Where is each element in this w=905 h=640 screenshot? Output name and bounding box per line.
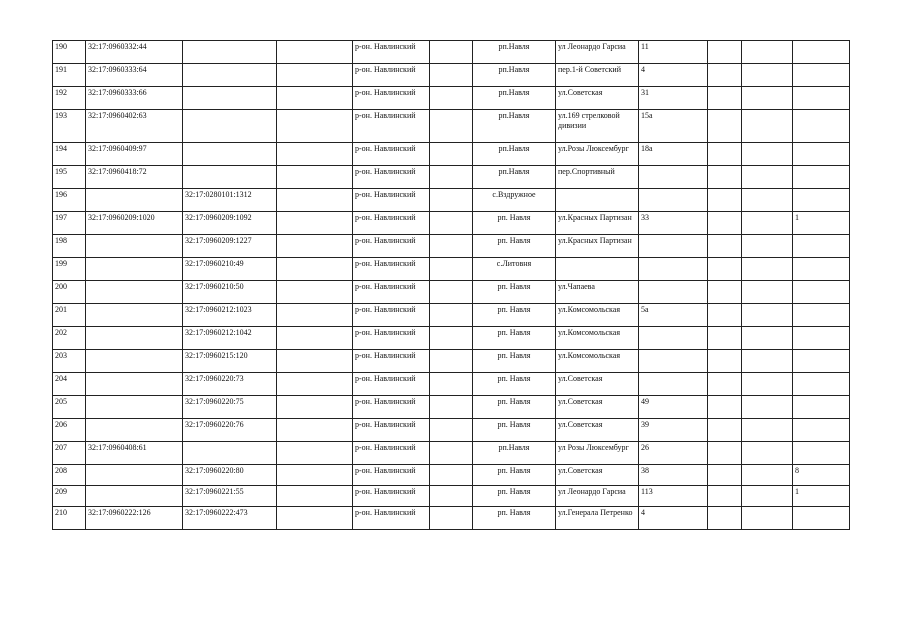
cell-settlement: рп.Навля [473, 64, 556, 87]
cell-district: р-он. Навлинский [353, 189, 430, 212]
cell-extra-2 [742, 396, 793, 419]
cell-cadastral-no-2: 32:17:0960210:50 [183, 281, 277, 304]
cell-district: р-он. Навлинский [353, 327, 430, 350]
cell-extra-2 [742, 258, 793, 281]
cell-extra-1 [708, 373, 742, 396]
cell-cadastral-no: 32:17:0960332:44 [86, 41, 183, 64]
cell-cadastral-no-2: 32:17:0960220:75 [183, 396, 277, 419]
cell-row-no: 191 [53, 64, 86, 87]
cell-house: 33 [639, 212, 708, 235]
cell-extra-2 [742, 166, 793, 189]
cell-district: р-он. Навлинский [353, 110, 430, 143]
cell-house [639, 166, 708, 189]
cell-settlement: рп. Навля [473, 419, 556, 442]
cell-street: пер.Спортивный [556, 166, 639, 189]
table-row [53, 110, 850, 143]
cell-extra-1 [708, 143, 742, 166]
cell-extra-2 [742, 189, 793, 212]
cell-house: 18а [639, 143, 708, 166]
cell-extra-2 [742, 350, 793, 373]
cell-blank-1 [277, 507, 353, 530]
cell-street: ул.Красных Партизан [556, 212, 639, 235]
cell-cadastral-no-2: 32:17:0960209:1092 [183, 212, 277, 235]
cell-district: р-он. Навлинский [353, 465, 430, 486]
cell-extra-3 [793, 258, 850, 281]
cell-cadastral-no [86, 258, 183, 281]
cell-street: ул.Советская [556, 373, 639, 396]
cell-blank-1 [277, 212, 353, 235]
cell-row-no: 210 [53, 507, 86, 530]
cell-extra-2 [742, 304, 793, 327]
cell-extra-2 [742, 486, 793, 507]
cell-settlement: рп. Навля [473, 350, 556, 373]
cell-extra-2 [742, 373, 793, 396]
cell-cadastral-no-2: 32:17:0960220:73 [183, 373, 277, 396]
cell-street: ул.Советская [556, 419, 639, 442]
table-row [53, 486, 850, 507]
cell-blank-2 [430, 419, 473, 442]
cell-settlement: рп. Навля [473, 281, 556, 304]
cell-settlement: рп. Навля [473, 486, 556, 507]
cell-extra-1 [708, 350, 742, 373]
cell-blank-1 [277, 465, 353, 486]
cell-blank-1 [277, 486, 353, 507]
cell-cadastral-no-2 [183, 442, 277, 465]
cell-extra-1 [708, 110, 742, 143]
table-row [53, 64, 850, 87]
cell-extra-1 [708, 64, 742, 87]
cell-street: ул Леонардо Гарсиа [556, 486, 639, 507]
cell-blank-1 [277, 41, 353, 64]
cell-cadastral-no-2: 32:17:0960209:1227 [183, 235, 277, 258]
table-row [53, 350, 850, 373]
cell-extra-3 [793, 327, 850, 350]
cell-settlement: рп. Навля [473, 396, 556, 419]
cell-extra-2 [742, 507, 793, 530]
cell-street: ул.Советская [556, 87, 639, 110]
cell-district: р-он. Навлинский [353, 507, 430, 530]
table-row [53, 87, 850, 110]
cell-extra-3 [793, 143, 850, 166]
cell-cadastral-no: 32:17:0960409:97 [86, 143, 183, 166]
cell-cadastral-no-2: 32:17:0960212:1042 [183, 327, 277, 350]
cell-blank-2 [430, 87, 473, 110]
cell-extra-1 [708, 396, 742, 419]
cell-blank-1 [277, 64, 353, 87]
cell-extra-2 [742, 419, 793, 442]
land-registry-table [52, 40, 850, 530]
cell-district: р-он. Навлинский [353, 281, 430, 304]
cell-extra-2 [742, 212, 793, 235]
cell-settlement: с.Вздружное [473, 189, 556, 212]
cell-row-no: 203 [53, 350, 86, 373]
table-row [53, 212, 850, 235]
cell-blank-1 [277, 87, 353, 110]
cell-house: 31 [639, 87, 708, 110]
cell-cadastral-no: 32:17:0960402:63 [86, 110, 183, 143]
cell-street: ул.Красных Партизан [556, 235, 639, 258]
cell-blank-2 [430, 442, 473, 465]
cell-cadastral-no [86, 465, 183, 486]
cell-house: 26 [639, 442, 708, 465]
cell-cadastral-no: 32:17:0960418:72 [86, 166, 183, 189]
cell-cadastral-no [86, 235, 183, 258]
cell-district: р-он. Навлинский [353, 373, 430, 396]
cell-street: ул.Комсомольская [556, 327, 639, 350]
cell-house: 113 [639, 486, 708, 507]
cell-settlement: рп.Навля [473, 110, 556, 143]
cell-blank-1 [277, 419, 353, 442]
cell-blank-2 [430, 396, 473, 419]
cell-house: 4 [639, 64, 708, 87]
cell-street: ул.Чапаева [556, 281, 639, 304]
table-row [53, 396, 850, 419]
cell-street: ул.Советская [556, 396, 639, 419]
cell-row-no: 206 [53, 419, 86, 442]
cell-extra-2 [742, 281, 793, 304]
cell-blank-1 [277, 350, 353, 373]
cell-row-no: 190 [53, 41, 86, 64]
cell-row-no: 192 [53, 87, 86, 110]
cell-cadastral-no-2 [183, 64, 277, 87]
cell-extra-3 [793, 110, 850, 143]
cell-blank-1 [277, 166, 353, 189]
cell-house [639, 350, 708, 373]
cell-extra-1 [708, 87, 742, 110]
cell-cadastral-no [86, 281, 183, 304]
cell-blank-2 [430, 350, 473, 373]
table-row [53, 235, 850, 258]
cell-cadastral-no-2 [183, 87, 277, 110]
cell-settlement: рп. Навля [473, 235, 556, 258]
cell-house: 39 [639, 419, 708, 442]
cell-blank-2 [430, 304, 473, 327]
cell-blank-2 [430, 327, 473, 350]
cell-extra-1 [708, 258, 742, 281]
cell-blank-2 [430, 110, 473, 143]
cell-settlement: рп. Навля [473, 212, 556, 235]
cell-extra-1 [708, 507, 742, 530]
cell-settlement: с.Литовня [473, 258, 556, 281]
cell-house: 15а [639, 110, 708, 143]
cell-extra-3 [793, 64, 850, 87]
cell-blank-1 [277, 304, 353, 327]
cell-extra-1 [708, 304, 742, 327]
cell-row-no: 194 [53, 143, 86, 166]
cell-settlement: рп. Навля [473, 373, 556, 396]
cell-street: ул Леонардо Гарсиа [556, 41, 639, 64]
cell-cadastral-no: 32:17:0960408:61 [86, 442, 183, 465]
cell-cadastral-no [86, 304, 183, 327]
cell-extra-3 [793, 507, 850, 530]
cell-street: ул.169 стрелковой дивизии [556, 110, 639, 143]
cell-extra-1 [708, 442, 742, 465]
cell-cadastral-no: 32:17:0960222:126 [86, 507, 183, 530]
cell-district: р-он. Навлинский [353, 143, 430, 166]
table-row [53, 281, 850, 304]
cell-cadastral-no: 32:17:0960209:1020 [86, 212, 183, 235]
table-row [53, 189, 850, 212]
cell-settlement: рп.Навля [473, 87, 556, 110]
cell-blank-1 [277, 327, 353, 350]
cell-blank-2 [430, 41, 473, 64]
cell-extra-3 [793, 304, 850, 327]
cell-street: ул.Генерала Петренко [556, 507, 639, 530]
cell-row-no: 207 [53, 442, 86, 465]
cell-row-no: 193 [53, 110, 86, 143]
cell-extra-1 [708, 419, 742, 442]
cell-settlement: рп. Навля [473, 327, 556, 350]
cell-house [639, 235, 708, 258]
cell-extra-3 [793, 396, 850, 419]
cell-house: 4 [639, 507, 708, 530]
cell-street [556, 189, 639, 212]
cell-house [639, 281, 708, 304]
cell-extra-1 [708, 41, 742, 64]
cell-cadastral-no [86, 189, 183, 212]
cell-district: р-он. Навлинский [353, 166, 430, 189]
cell-street: пер.1-й Советский [556, 64, 639, 87]
cell-settlement: рп. Навля [473, 507, 556, 530]
table-row [53, 465, 850, 486]
cell-house [639, 258, 708, 281]
cell-extra-2 [742, 235, 793, 258]
cell-district: р-он. Навлинский [353, 486, 430, 507]
table-row [53, 442, 850, 465]
cell-extra-3: 1 [793, 486, 850, 507]
cell-extra-3 [793, 235, 850, 258]
cell-row-no: 205 [53, 396, 86, 419]
cell-extra-3 [793, 350, 850, 373]
cell-blank-1 [277, 189, 353, 212]
table-row [53, 507, 850, 530]
cell-district: р-он. Навлинский [353, 87, 430, 110]
table-row [53, 258, 850, 281]
cell-district: р-он. Навлинский [353, 442, 430, 465]
cell-district: р-он. Навлинский [353, 235, 430, 258]
cell-extra-1 [708, 166, 742, 189]
cell-cadastral-no-2: 32:17:0960212:1023 [183, 304, 277, 327]
cell-extra-3 [793, 373, 850, 396]
cell-street: ул.Комсомольская [556, 350, 639, 373]
cell-row-no: 201 [53, 304, 86, 327]
table-row [53, 143, 850, 166]
cell-district: р-он. Навлинский [353, 350, 430, 373]
cell-blank-1 [277, 143, 353, 166]
cell-street: ул.Советская [556, 465, 639, 486]
cell-street: ул.Розы Люксембург [556, 143, 639, 166]
cell-cadastral-no [86, 373, 183, 396]
cell-cadastral-no: 32:17:0960333:66 [86, 87, 183, 110]
cell-extra-3 [793, 87, 850, 110]
cell-row-no: 209 [53, 486, 86, 507]
cell-cadastral-no-2 [183, 41, 277, 64]
cell-extra-2 [742, 143, 793, 166]
cell-blank-1 [277, 396, 353, 419]
cell-extra-1 [708, 281, 742, 304]
cell-district: р-он. Навлинский [353, 419, 430, 442]
cell-district: р-он. Навлинский [353, 212, 430, 235]
cell-row-no: 204 [53, 373, 86, 396]
cell-house: 38 [639, 465, 708, 486]
cell-street: ул.Комсомольская [556, 304, 639, 327]
cell-settlement: рп.Навля [473, 166, 556, 189]
cell-blank-2 [430, 235, 473, 258]
cell-cadastral-no-2: 32:17:0960221:55 [183, 486, 277, 507]
cell-cadastral-no-2: 32:17:0960220:76 [183, 419, 277, 442]
cell-district: р-он. Навлинский [353, 258, 430, 281]
cell-extra-3 [793, 442, 850, 465]
cell-cadastral-no-2: 32:17:0960222:473 [183, 507, 277, 530]
cell-cadastral-no-2: 32:17:0960215:120 [183, 350, 277, 373]
cell-extra-1 [708, 327, 742, 350]
cell-house: 11 [639, 41, 708, 64]
cell-cadastral-no-2: 32:17:0960210:49 [183, 258, 277, 281]
table-body [53, 41, 850, 530]
cell-house: 49 [639, 396, 708, 419]
cell-blank-1 [277, 258, 353, 281]
cell-settlement: рп.Навля [473, 41, 556, 64]
cell-district: р-он. Навлинский [353, 64, 430, 87]
cell-blank-2 [430, 166, 473, 189]
cell-blank-1 [277, 110, 353, 143]
cell-extra-2 [742, 327, 793, 350]
cell-blank-1 [277, 442, 353, 465]
cell-house [639, 327, 708, 350]
cell-extra-3: 1 [793, 212, 850, 235]
cell-row-no: 208 [53, 465, 86, 486]
cell-district: р-он. Навлинский [353, 41, 430, 64]
cell-row-no: 195 [53, 166, 86, 189]
cell-extra-3 [793, 189, 850, 212]
cell-house [639, 373, 708, 396]
cell-blank-2 [430, 507, 473, 530]
table-row [53, 419, 850, 442]
cell-extra-2 [742, 442, 793, 465]
table-row [53, 373, 850, 396]
cell-cadastral-no-2: 32:17:0280101:1312 [183, 189, 277, 212]
cell-row-no: 196 [53, 189, 86, 212]
cell-extra-2 [742, 41, 793, 64]
cell-blank-2 [430, 64, 473, 87]
cell-settlement: рп. Навля [473, 465, 556, 486]
cell-extra-2 [742, 465, 793, 486]
cell-cadastral-no-2 [183, 166, 277, 189]
cell-cadastral-no [86, 327, 183, 350]
cell-extra-3 [793, 281, 850, 304]
cell-extra-2 [742, 64, 793, 87]
cell-street [556, 258, 639, 281]
cell-blank-2 [430, 465, 473, 486]
cell-blank-2 [430, 143, 473, 166]
cell-blank-1 [277, 281, 353, 304]
cell-blank-2 [430, 258, 473, 281]
cell-cadastral-no-2 [183, 143, 277, 166]
cell-blank-2 [430, 373, 473, 396]
cell-extra-2 [742, 110, 793, 143]
cell-extra-1 [708, 465, 742, 486]
cell-row-no: 197 [53, 212, 86, 235]
cell-row-no: 199 [53, 258, 86, 281]
cell-extra-3 [793, 419, 850, 442]
cell-cadastral-no [86, 419, 183, 442]
cell-extra-3: 8 [793, 465, 850, 486]
cell-blank-2 [430, 212, 473, 235]
cell-street: ул Розы Люксембург [556, 442, 639, 465]
cell-district: р-он. Навлинский [353, 396, 430, 419]
cell-cadastral-no-2: 32:17:0960220:80 [183, 465, 277, 486]
cell-blank-1 [277, 373, 353, 396]
cell-blank-1 [277, 235, 353, 258]
cell-row-no: 198 [53, 235, 86, 258]
cell-cadastral-no-2 [183, 110, 277, 143]
cell-cadastral-no [86, 486, 183, 507]
cell-cadastral-no [86, 350, 183, 373]
cell-row-no: 202 [53, 327, 86, 350]
cell-district: р-он. Навлинский [353, 304, 430, 327]
cell-row-no: 200 [53, 281, 86, 304]
cell-settlement: рп.Навля [473, 442, 556, 465]
table-row [53, 41, 850, 64]
cell-extra-1 [708, 189, 742, 212]
cell-extra-3 [793, 166, 850, 189]
cell-cadastral-no: 32:17:0960333:64 [86, 64, 183, 87]
cell-settlement: рп.Навля [473, 143, 556, 166]
cell-extra-2 [742, 87, 793, 110]
cell-blank-2 [430, 486, 473, 507]
table-row [53, 166, 850, 189]
cell-blank-2 [430, 189, 473, 212]
cell-extra-1 [708, 212, 742, 235]
cell-extra-1 [708, 235, 742, 258]
cell-cadastral-no [86, 396, 183, 419]
cell-extra-1 [708, 486, 742, 507]
table-row [53, 327, 850, 350]
cell-blank-2 [430, 281, 473, 304]
cell-settlement: рп. Навля [473, 304, 556, 327]
cell-house: 5а [639, 304, 708, 327]
table-row [53, 304, 850, 327]
cell-extra-3 [793, 41, 850, 64]
cell-house [639, 189, 708, 212]
